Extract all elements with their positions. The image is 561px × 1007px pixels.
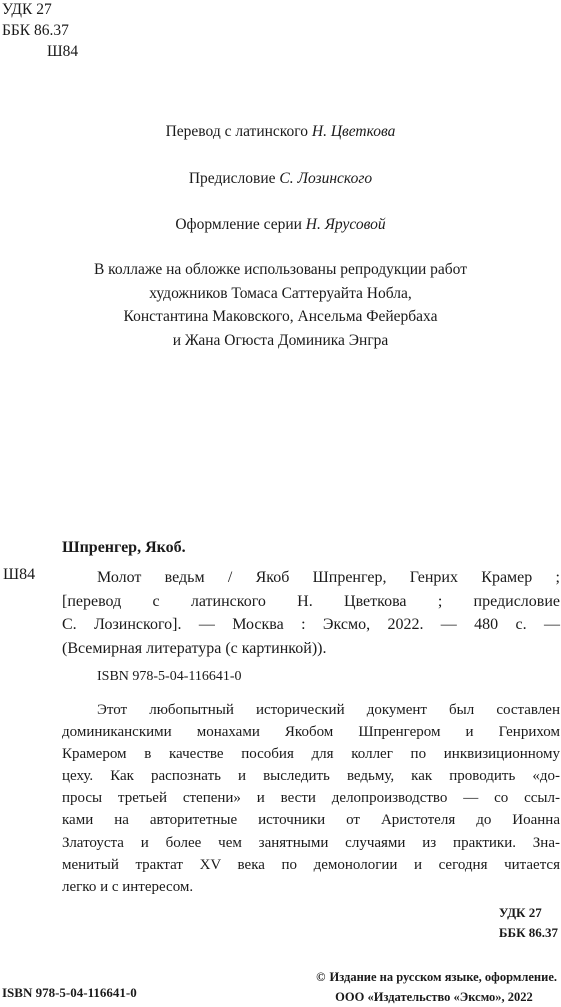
- designer-name: Н. Ярусовой: [305, 216, 386, 233]
- design-credit: [0, 216, 561, 234]
- entry-line: С. Лозинского]. — Москва : Эксмо, 2022. — 480 с. —: [62, 616, 560, 633]
- annotation-line: менитый трактат XV века по демонологии и сегодня читается: [62, 856, 560, 873]
- annotation-line: ками на авторитетные источники от Аристотеля до Иоанна: [62, 812, 560, 829]
- shelf-code: Ш84: [3, 566, 36, 583]
- footer-isbn: ISBN 978-5-04-116641-0: [2, 985, 137, 1000]
- translation-label: Перевод с латинского: [165, 123, 312, 140]
- annotation-line: Златоуста и более чем занятными случаями из практики. Зна-: [62, 834, 560, 851]
- copyright-notice: [316, 967, 557, 1007]
- bbk-code: ББК 86.37: [2, 22, 69, 39]
- design-label: Оформление серии: [175, 216, 306, 233]
- cover-note-line: художников Томаса Саттеруайта Нобла,: [149, 284, 412, 302]
- copyright-line-2: ООО «Издательство «Эксмо», 2022: [335, 990, 533, 1004]
- translator-name: Н. Цветкова: [311, 123, 396, 140]
- footer-udk: УДК 27: [498, 905, 542, 920]
- entry-line: Молот ведьм / Якоб Шпренгер, Генрих Крамер ;: [97, 569, 560, 586]
- entry-line: [перевод с латинского Н. Цветкова ; предисловие: [62, 592, 560, 610]
- author-heading: Шпренгер, Якоб.: [62, 539, 186, 556]
- cover-note-line: В коллаже на обложке использованы репродукции работ: [93, 261, 468, 278]
- preface-credit: [0, 170, 561, 188]
- preface-author-name: С. Лозинского: [279, 170, 373, 187]
- translation-credit: [0, 123, 561, 141]
- annotation-line: Крамером в качестве пособия для коллег по инквизиционному: [62, 746, 560, 763]
- author-mark: Ш84: [47, 43, 79, 60]
- entry-line: (Всемирная литература (с картинкой)).: [62, 639, 327, 657]
- copyright-line-1: [316, 967, 557, 987]
- bibliographic-entry: [62, 566, 560, 660]
- annotation: [62, 699, 560, 898]
- annotation-line: доминиканскими монахами Якобом Шпренгером и Генрихом: [62, 724, 560, 741]
- copyright-text-1: Издание на русском языке, оформление.: [329, 970, 557, 984]
- annotation-line: Этот любопытный исторический документ был составлен: [97, 702, 560, 718]
- footer-classification: [499, 903, 558, 943]
- footer-bbk: ББК 86.37: [498, 925, 558, 940]
- cover-note-line: Константина Маковского, Ансельма Фейербаха: [123, 308, 438, 325]
- preface-label: Предисловие: [188, 170, 280, 187]
- cover-note-line: и Жана Огюста Доминика Энгра: [172, 331, 389, 349]
- isbn-entry: ISBN 978-5-04-116641-0: [97, 669, 242, 684]
- classification-codes: [2, 0, 78, 62]
- copyright-icon: ©: [316, 970, 326, 984]
- annotation-line: цеху. Как распознать и выследить ведьму, как проводить «до-: [62, 768, 560, 785]
- annotation-line: просы третьей степени» и вести делопроизводство — со ссыл-: [62, 790, 560, 807]
- udk-code: УДК 27: [2, 1, 52, 18]
- cover-note: [0, 258, 561, 352]
- annotation-line: легко и с интересом.: [62, 878, 194, 895]
